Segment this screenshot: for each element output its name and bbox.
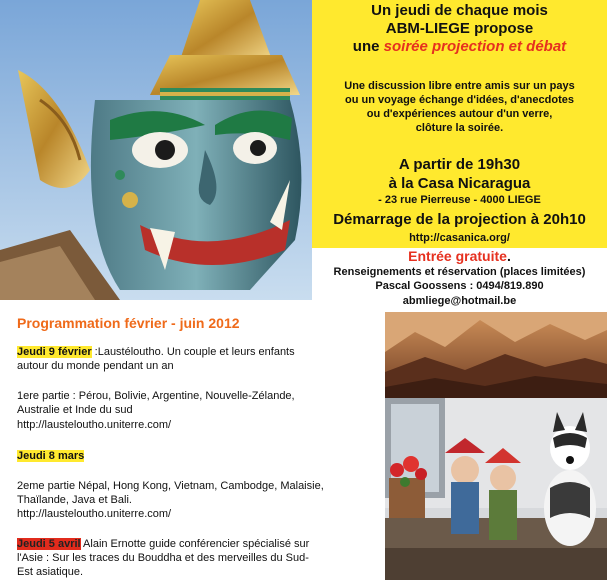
- guardian-statue-photo: [0, 0, 312, 300]
- mountain-landscape-photo: [385, 312, 607, 400]
- venue-address: - 23 rue Pierreuse - 4000 LIEGE: [378, 194, 541, 206]
- contact-email[interactable]: abmliege@hotmail.be: [402, 295, 517, 307]
- booking-info: Renseignements et réservation (places limitées): [333, 266, 586, 278]
- event-3-line-2: l'Asie : Sur les traces du Bouddha et des merveilles du Sud-: [17, 552, 309, 564]
- discussion-line-4: clôture la soirée.: [415, 122, 504, 134]
- intro-line-1: Un jeudi de chaque mois: [371, 2, 548, 19]
- event-2-url[interactable]: http://lausteloutho.uniterre.com/: [17, 508, 172, 520]
- intro-line-2: ABM-LIEGE propose: [385, 20, 534, 37]
- soiree-highlight: soirée projection et débat: [383, 38, 567, 55]
- event-2-line-3: Thaïlande, Java et Bali.: [17, 494, 132, 506]
- projection-start: Démarrage de la projection à 20h10: [333, 211, 586, 228]
- free-entry-label: Entrée gratuite.: [408, 248, 511, 264]
- event-2-line-2: 2eme partie Népal, Hong Kong, Vietnam, Cambodge, Malaisie,: [17, 480, 324, 492]
- event-2-line-1: [17, 450, 84, 462]
- programme-section: [0, 300, 385, 580]
- intro-line-3-prefix: une: [352, 38, 384, 55]
- contact-phone: Pascal Goossens : 0494/819.890: [375, 280, 544, 292]
- event-3-line-3: Est asiatique.: [17, 566, 84, 578]
- event-3-line-1: Jeudi 5 avril Alain Ernotte guide conférencier spécialisé sur: [17, 538, 310, 550]
- event-1-url[interactable]: http://lausteloutho.uniterre.com/: [17, 419, 172, 431]
- event-1-line-1: Jeudi 9 février :Laustéloutho. Un couple et leurs enfants: [17, 346, 295, 358]
- dolls-and-dog-photo: [385, 398, 607, 580]
- discussion-line-1: Une discussion libre entre amis sur un pays: [344, 80, 575, 92]
- start-time: A partir de 19h30: [398, 156, 521, 173]
- event-1-line-2: autour du monde pendant un an: [17, 360, 174, 372]
- venue-name: à la Casa Nicaragua: [388, 175, 531, 192]
- event-1-line-3: 1ere partie : Pérou, Bolivie, Argentine, Nouvelle-Zélande,: [17, 390, 295, 402]
- discussion-line-2: ou un voyage échange d'idées, d'anecdotes: [345, 94, 574, 106]
- event-2-date: Jeudi 8 mars: [17, 450, 85, 462]
- event-3-date: Jeudi 5 avril: [17, 538, 81, 550]
- discussion-line-3: ou d'expériences autour d'un verre,: [366, 108, 553, 120]
- venue-url[interactable]: http://casanica.org/: [409, 232, 510, 244]
- programme-title: Programmation février - juin 2012: [17, 315, 240, 331]
- event-1-line-4: Australie et Inde du sud: [17, 404, 133, 416]
- intro-line-3: [312, 38, 607, 55]
- event-1-date: Jeudi 9 février: [17, 346, 92, 358]
